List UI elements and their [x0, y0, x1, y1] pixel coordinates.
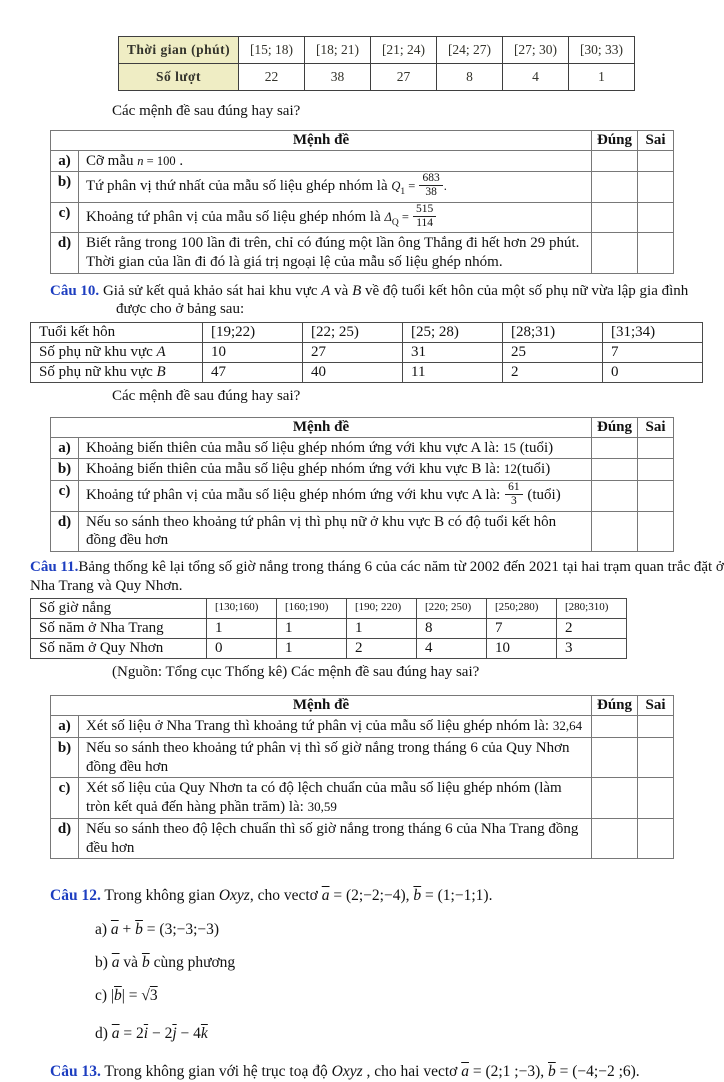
false-cell [638, 818, 674, 859]
interval-cell: [130;160) [207, 598, 277, 618]
question-12-text: Trong không gian Oxyz, cho vectơ $\overline{a}$ = (2;−2;−4), $\overline{b}$ = (1;−1;1). [100, 887, 493, 905]
question-12-item-a [95, 920, 724, 939]
table-row [51, 737, 674, 778]
false-cell [638, 737, 674, 778]
true-cell [592, 716, 638, 738]
true-header: Đúng [592, 696, 638, 716]
count-cell: 27 [371, 64, 437, 91]
value-cell: 1 [277, 618, 347, 638]
value-cell: 7 [603, 343, 703, 363]
count-cell: 4 [503, 64, 569, 91]
row-label: d) [51, 233, 79, 274]
question-13-text: Trong không gian với hệ trục toạ độ Oxyz , cho hai vectơ $\overline{a}$ = (2;1 ;−3), $\overline{b}$ = (−4;−2 ;6). [100, 1063, 640, 1081]
interval-cell: [31;34) [603, 323, 703, 343]
statement-text: Xét số liệu của Quy Nhơn ta có độ lệch chuẩn của mẫu số liệu ghép nhóm (làm tròn kết quả đến hàng phần trăm) là: 30,59 [79, 778, 592, 819]
item-label: c) [95, 987, 108, 1005]
row-label: a) [51, 437, 79, 459]
statement-text: Khoảng tứ phân vị của mẫu số liệu ghép nhóm ứng với khu vực A là: $\frac{61}{3}$ (tuổi) [79, 481, 592, 511]
table-row [51, 172, 674, 202]
table-row [31, 618, 627, 638]
count-cell: 22 [239, 64, 305, 91]
value-cell: 3 [557, 638, 627, 658]
item-text: $\overline{a} = 2\overline{i} - 2\overline{j} - 4\overline{k}$ [111, 1024, 208, 1042]
true-header: Đúng [592, 130, 638, 150]
true-false-prompt: Các mệnh đề sau đúng hay sai? [112, 103, 301, 119]
statement-table-2 [50, 417, 674, 552]
document-page [0, 36, 724, 1082]
value-cell: 4 [417, 638, 487, 658]
item-text: $|\overline{b}| = √3$ [110, 987, 158, 1005]
statement-text: Nếu so sánh theo độ lệch chuẩn thì số giờ nắng trong tháng 6 của Nha Trang đồng đều hơn [79, 818, 592, 859]
row-label: a) [51, 150, 79, 172]
row-label: Số năm ở Nha Trang [31, 618, 207, 638]
value-cell: 2 [503, 363, 603, 383]
question-11-label: Câu 11. [30, 559, 79, 576]
table-row [51, 511, 674, 552]
false-cell [638, 511, 674, 552]
question-12-item-c [95, 986, 724, 1005]
count-cell: 38 [305, 64, 371, 91]
false-cell [638, 437, 674, 459]
false-header: Sai [638, 696, 674, 716]
corner-cell: Tuổi kết hôn [31, 323, 203, 343]
item-label: d) [95, 1024, 108, 1042]
row-label: Số năm ở Quy Nhơn [31, 638, 207, 658]
false-cell [638, 202, 674, 232]
value-cell: 40 [303, 363, 403, 383]
statement-text: Nếu so sánh theo khoảng tứ phân vị thì phụ nữ ở khu vực B có độ tuổi kết hôn đồng đều hơn [79, 511, 592, 552]
interval-cell: [24; 27) [437, 37, 503, 64]
value-cell: 27 [303, 343, 403, 363]
table-row [31, 363, 703, 383]
interval-cell: [22; 25) [303, 323, 403, 343]
true-cell [592, 459, 638, 481]
true-cell [592, 737, 638, 778]
statement-header: Mệnh đề [51, 417, 592, 437]
item-label: b) [95, 954, 108, 972]
true-cell [592, 437, 638, 459]
source-and-prompt: (Nguồn: Tổng cục Thống kê) Các mệnh đề sau đúng hay sai? [112, 663, 480, 680]
true-cell [592, 202, 638, 232]
table-row [51, 233, 674, 274]
table-header-row [51, 417, 674, 437]
question-12-item-d [95, 1024, 724, 1043]
value-cell: 2 [347, 638, 417, 658]
question-11-text: Bảng thống kê lại tổng số giờ nắng trong tháng 6 của các năm từ 2002 đến 2021 tại hai trạm quan trắc đặt ở Nha Trang và Quy Nhơn. [30, 559, 724, 594]
statement-text: Biết rằng trong 100 lần đi trên, chỉ có đúng một lần ông Thắng đi hết hơn 29 phút. Thời gian của lần đi đó là giá trị ngoại lệ của mẫu số liệu ghép nhóm. [79, 233, 592, 274]
true-false-prompt: Các mệnh đề sau đúng hay sai? [112, 388, 301, 405]
table-row [51, 481, 674, 511]
question-10-label: Câu 10. [50, 282, 100, 299]
true-cell [592, 481, 638, 511]
row-label: c) [51, 481, 79, 511]
false-cell [638, 716, 674, 738]
row-label: c) [51, 778, 79, 819]
statement-table-1 [50, 130, 674, 274]
interval-cell: [190; 220) [347, 598, 417, 618]
value-cell: 10 [203, 343, 303, 363]
row-label: c) [51, 202, 79, 232]
row-label: b) [51, 172, 79, 202]
false-header: Sai [638, 417, 674, 437]
false-cell [638, 233, 674, 274]
row-label: d) [51, 818, 79, 859]
interval-cell: [220; 250) [417, 598, 487, 618]
question-12 [50, 886, 724, 905]
statement-text: Khoảng tứ phân vị của mẫu số liệu ghép nhóm là $\Delta_Q$ = $\frac{515}{114}$ [79, 202, 592, 232]
statement-text: Cỡ mẫu n = 100 . [79, 150, 592, 172]
interval-cell: [28;31) [503, 323, 603, 343]
interval-cell: [19;22) [203, 323, 303, 343]
interval-cell: [280;310) [557, 598, 627, 618]
row-label: Số phụ nữ khu vực B [31, 363, 203, 383]
true-header: Đúng [592, 417, 638, 437]
false-cell [638, 459, 674, 481]
value-cell: 47 [203, 363, 303, 383]
item-text: $\overline{a} + \overline{b}$ = (3;−3;−3) [110, 920, 220, 938]
table-row [51, 778, 674, 819]
statement-text: Nếu so sánh theo khoảng tứ phân vị thì số giờ nắng trong tháng 6 của Quy Nhơn đồng đều hơn [79, 737, 592, 778]
value-cell: 0 [603, 363, 703, 383]
table-row [51, 459, 674, 481]
question-10-text: Giả sử kết quả khảo sát hai khu vực A và B về độ tuổi kết hôn của một số phụ nữ vừa lập gia đình được cho ở bảng sau: [99, 282, 689, 318]
row-label: d) [51, 511, 79, 552]
interval-cell: [21; 24) [371, 37, 437, 64]
interval-cell: [25; 28) [403, 323, 503, 343]
table-row [51, 716, 674, 738]
false-cell [638, 481, 674, 511]
true-cell [592, 150, 638, 172]
time-header-cell: Thời gian (phút) [119, 37, 239, 64]
value-cell: 7 [487, 618, 557, 638]
value-cell: 25 [503, 343, 603, 363]
interval-cell: [18; 21) [305, 37, 371, 64]
marriage-age-table [30, 322, 703, 383]
sunshine-hours-table [30, 598, 627, 659]
question-12-item-b [95, 953, 724, 972]
statement-text: Khoảng biến thiên của mẫu số liệu ghép nhóm ứng với khu vực B là: 12(tuổi) [79, 459, 592, 481]
question-10 [50, 282, 724, 320]
question-12-label: Câu 12. [50, 887, 101, 905]
corner-cell: Số giờ nắng [31, 598, 207, 618]
false-cell [638, 150, 674, 172]
value-cell: 8 [417, 618, 487, 638]
table-header-row [31, 598, 627, 618]
statement-text: Khoảng biến thiên của mẫu số liệu ghép nhóm ứng với khu vực A là: 15 (tuổi) [79, 437, 592, 459]
value-cell: 11 [403, 363, 503, 383]
false-cell [638, 778, 674, 819]
true-cell [592, 233, 638, 274]
interval-cell: [27; 30) [503, 37, 569, 64]
row-label: Số phụ nữ khu vực A [31, 343, 203, 363]
true-cell [592, 778, 638, 819]
false-header: Sai [638, 130, 674, 150]
value-cell: 1 [207, 618, 277, 638]
statement-text: Tứ phân vị thứ nhất của mẫu số liệu ghép nhóm là $Q_1$ = $\frac{683}{38}$ . [79, 172, 592, 202]
statement-header: Mệnh đề [51, 130, 592, 150]
table-row [119, 37, 635, 64]
interval-cell: [160;190) [277, 598, 347, 618]
table-row [31, 638, 627, 658]
table-row [119, 64, 635, 91]
table-row [51, 818, 674, 859]
table-header-row [31, 323, 703, 343]
value-cell: 2 [557, 618, 627, 638]
table-header-row [51, 130, 674, 150]
value-cell: 1 [347, 618, 417, 638]
value-cell: 31 [403, 343, 503, 363]
table-row [31, 343, 703, 363]
statement-header: Mệnh đề [51, 696, 592, 716]
question-13-label: Câu 13. [50, 1063, 101, 1081]
question-11 [30, 558, 724, 596]
statement-table-3 [50, 695, 674, 859]
row-label: b) [51, 737, 79, 778]
count-cell: 8 [437, 64, 503, 91]
interval-cell: [15; 18) [239, 37, 305, 64]
table-row [51, 150, 674, 172]
true-cell [592, 818, 638, 859]
question-13 [50, 1062, 724, 1081]
statement-text: Xét số liệu ở Nha Trang thì khoảng tứ phân vị của mẫu số liệu ghép nhóm là: 32,64 [79, 716, 592, 738]
table-row [51, 437, 674, 459]
item-label: a) [95, 920, 108, 938]
value-cell: 10 [487, 638, 557, 658]
count-cell: 1 [569, 64, 635, 91]
interval-cell: [30; 33) [569, 37, 635, 64]
true-cell [592, 511, 638, 552]
table-header-row [51, 696, 674, 716]
false-cell [638, 172, 674, 202]
item-text: $\overline{a}$ và $\overline{b}$ cùng phương [111, 954, 236, 972]
row-label: a) [51, 716, 79, 738]
count-header-cell: Số lượt [119, 64, 239, 91]
value-cell: 0 [207, 638, 277, 658]
time-frequency-table [118, 36, 635, 91]
value-cell: 1 [277, 638, 347, 658]
row-label: b) [51, 459, 79, 481]
true-cell [592, 172, 638, 202]
interval-cell: [250;280) [487, 598, 557, 618]
table-row [51, 202, 674, 232]
